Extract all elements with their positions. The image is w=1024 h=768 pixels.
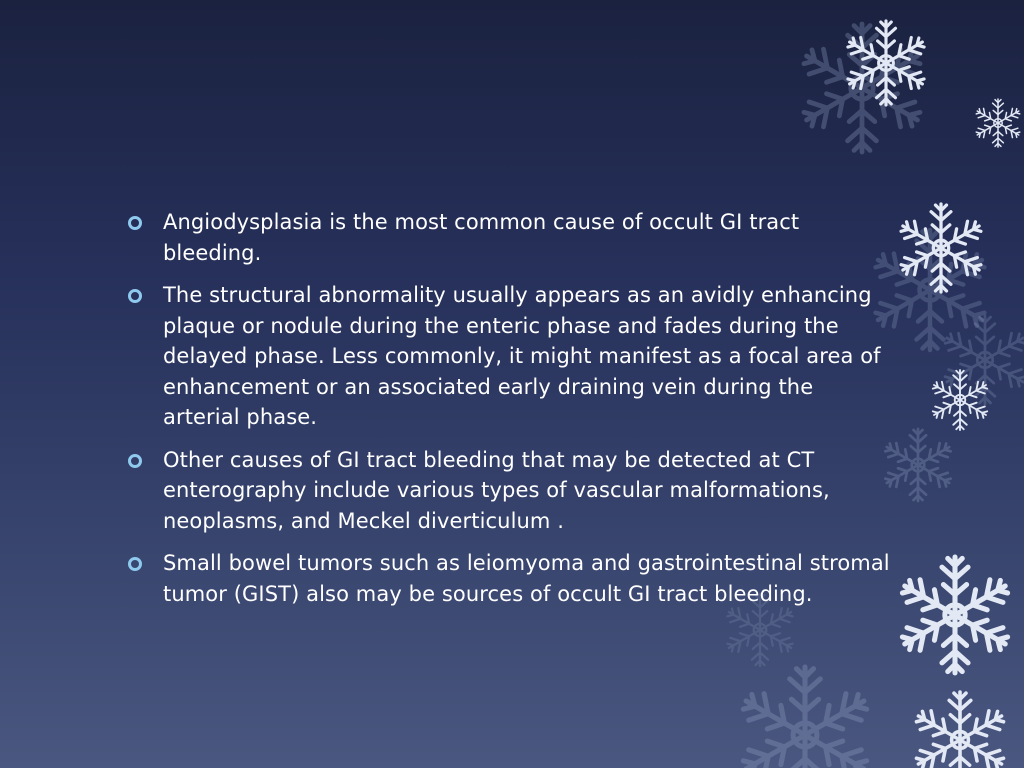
snowflake-icon: [913, 692, 1007, 768]
bullet-ring-icon: [128, 216, 142, 230]
bullet-text: Small bowel tumors such as leiomyoma and gastrointestinal stromal tumor (GIST) also may be sources of occult GI tract bleeding.: [163, 551, 890, 606]
bullet-list: [124, 207, 894, 609]
bullet-text: Other causes of GI tract bleeding that may be detected at CT enterography include various types of vascular malformations, neoplasms, and Meckel diverticulum .: [163, 447, 830, 533]
snowflake-icon: [738, 667, 871, 768]
snowflake-icon: [898, 557, 1012, 673]
slide-content: [124, 207, 894, 621]
bullet-text: Angiodysplasia is the most common cause of occult GI tract bleeding.: [163, 210, 800, 265]
bullet-item: [124, 445, 894, 537]
bullet-text: The structural abnormality usually appears as an avidly enhancing plaque or nodule during the enteric phase and fades during the delayed phase. Less commonly, it might manifest as a focal area of enhancement or an associated early draining vein during the arterial phase.: [163, 283, 881, 429]
snowflake-icon: [942, 316, 1024, 404]
bullet-item: [124, 207, 894, 268]
snowflake-icon: [975, 99, 1022, 147]
bullet-ring-icon: [128, 289, 142, 303]
bullet-item: [124, 280, 894, 433]
bullet-item: [124, 548, 894, 609]
bullet-ring-icon: [128, 454, 142, 468]
bullet-ring-icon: [128, 557, 142, 571]
